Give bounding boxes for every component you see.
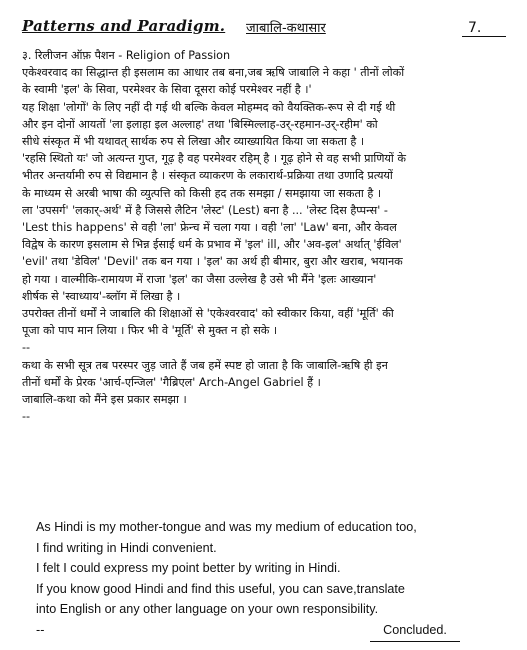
concluded-label: Concluded. bbox=[370, 620, 460, 642]
blog-title: Patterns and Paradigm. bbox=[22, 17, 226, 35]
text-line: हो गया । वाल्मीकि-रामायण में राजा 'इल' का जैसा उल्लेख है उसे भी मैंने 'इलः आख्यान' bbox=[22, 272, 377, 286]
text-line: यह शिक्षा 'लोगों' के लिए नहीं दी गई थी बल्कि केवल मोहम्मद को वैयक्तिक-रूप से दी गई थी bbox=[22, 100, 396, 114]
page-number: 7. bbox=[462, 20, 506, 37]
section-heading: ३. रिलीजन ऑफ़ पैशन - Religion of Passion bbox=[22, 49, 231, 62]
english-note bbox=[36, 517, 506, 640]
article-title: जाबालि-कथासार bbox=[246, 21, 326, 36]
hindi-body bbox=[22, 47, 517, 425]
english-line: If you know good Hindi and find this useful, you can save,translate bbox=[36, 581, 405, 596]
text-line: ला 'उपसर्ग' 'लकार्-अर्थ' में है जिससे लैटिन 'लेस्ट' (Lest) बना है ... 'लेस्ट दिस हैप्पन्स' - bbox=[22, 203, 388, 217]
english-line: I felt I could express my point better by writing in Hindi. bbox=[36, 561, 341, 576]
separator-dash: -- bbox=[22, 341, 31, 355]
english-line: into English or any other language on your own responsibility. bbox=[36, 602, 379, 617]
text-line: सीधे संस्कृत में भी यथावत् सार्थक रुप से लिखा और व्याख्यायित किया जा सकता है । bbox=[22, 135, 365, 149]
footer-row bbox=[36, 620, 506, 640]
separator-dash: -- bbox=[22, 410, 31, 424]
page-header bbox=[0, 0, 527, 44]
text-line: उपरोक्त तीनों धर्मों ने जाबालि की शिक्षाओं से 'एकेश्वरवाद' को स्वीकार किया, वहीं 'मूर्ति' की bbox=[22, 307, 394, 321]
english-line: I find writing in Hindi convenient. bbox=[36, 540, 217, 555]
text-line: 'evil' तथा 'डेविल' 'Devil' तक बन गया । 'इल' का अर्थ ही बीमार, बुरा और खराब, भयानक bbox=[22, 255, 403, 269]
text-line: भीतर अन्तर्यामी रुप से विद्यमान है । संस्कृत व्याकरण के लकारार्थ-प्रक्रिया तथा उणादि प्रत्ययों bbox=[22, 169, 393, 183]
text-line: एकेश्वरवाद का सिद्धान्त ही इसलाम का आधार तब बना,जब ऋषि जाबालि ने कहा ' तीनों लोकों bbox=[22, 66, 405, 80]
text-line: जाबालि-कथा को मैंने इस प्रकार समझा । bbox=[22, 393, 187, 407]
text-line: के स्वामी 'इल' के सिवा, परमेश्वर के सिवा दूसरा कोई परमेश्वर नहीं है ।' bbox=[22, 83, 312, 97]
text-line: 'Lest this happens' से वही 'ला' फ्रेन्च में चला गया । वही 'ला' 'Law' बना, और केवल bbox=[22, 221, 397, 235]
text-line: कथा के सभी सूत्र तब परस्पर जुड़ जाते हैं जब हमें स्पष्ट हो जाता है कि जाबालि-ऋषि ही इन bbox=[22, 358, 388, 372]
text-line: शीर्षक से 'स्वाध्याय'-ब्लॉग में लिखा है । bbox=[22, 289, 181, 303]
text-line: पूजा को पाप मान लिया । फिर भी वे 'मूर्ति' से मुक्त न हो सके । bbox=[22, 324, 278, 338]
footer-dash: -- bbox=[36, 622, 45, 637]
text-line: तीनों धर्मों के प्रेरक 'आर्च-एन्जिल' 'गैब्रिएल' Arch-Angel Gabriel हैं । bbox=[22, 375, 321, 389]
text-line: के माध्यम से अरबी भाषा की व्युत्पत्ति को किसी हद तक समझा / समझाया जा सकता है । bbox=[22, 186, 382, 200]
text-line: विद्वेष के कारण इसलाम से भिन्न ईसाई धर्म के प्रभाव में 'इल' ill, और 'अव-इल' अर्थात् 'ईविल' bbox=[22, 238, 402, 252]
text-line: और इन दोनों आयतों 'ला इलाहा इल अल्लाह' तथा 'बिस्मिल्लाह-उर्-रहमान-उर्-रहीम' को bbox=[22, 117, 378, 131]
english-line: As Hindi is my mother-tongue and was my medium of education too, bbox=[36, 520, 417, 534]
text-line: 'रहसि स्थितो यः' जो अत्यन्त गुप्त, गूढ़ है वह परमेश्वर रहिम् है । गूढ़ होने से वह सभी प्राणियों के bbox=[22, 152, 406, 166]
